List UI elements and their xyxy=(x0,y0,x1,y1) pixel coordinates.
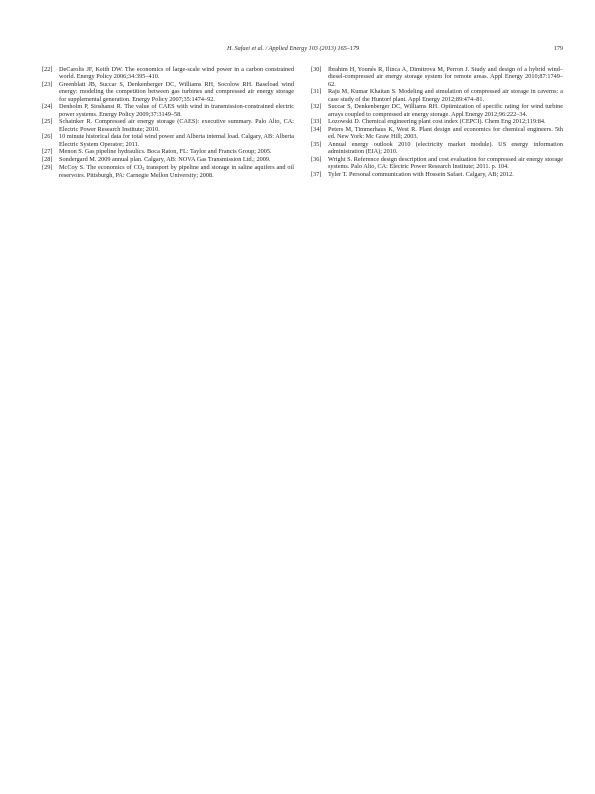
reference-item xyxy=(311,141,563,156)
references-right-column xyxy=(311,66,563,179)
reference-number: [33] xyxy=(311,118,322,126)
reference-item xyxy=(42,133,294,148)
reference-number: [29] xyxy=(42,163,53,171)
reference-text: Tyler T. Personal communication with Hossein Safaei. Calgary, AB; 2012. xyxy=(328,170,514,178)
reference-number: [36] xyxy=(311,155,322,163)
reference-text: DeCarolis JF, Keith DW. The economics of large-scale wind power in a carbon constrained world. Energy Policy 2006;34:395–410. xyxy=(59,66,294,81)
reference-item xyxy=(311,88,563,103)
reference-text: Succar S, Denkenberger DC, Williams RH. Optimization of specific rating for wind turbine arrays coupled to compressed air energy storage. Appl Energy 2012;96:222–34. xyxy=(328,103,563,118)
reference-text: 10 minute historical data for total wind power and Alberta internal load. Calgary, AB: Alberta Electric System Operator; 2011. xyxy=(59,133,294,148)
reference-text: Wright S. Reference design description and cost evaluation for compressed air energy storage systems. Palo Alto, CA: Electric Power Research Institute; 2011. p. 104. xyxy=(328,155,563,171)
reference-item xyxy=(42,164,294,180)
reference-text: Denholm P, Sioshansi R. The value of CAES with wind in transmission-constrained electric power systems. Energy Policy 2009;37:3149–58. xyxy=(59,103,294,118)
reference-item xyxy=(311,156,563,171)
reference-item xyxy=(42,66,294,81)
reference-text: Lozowski D. Chemical engineering plant cost index (CEPCI). Chem Eng 2012;119:84. xyxy=(328,118,546,126)
reference-text-end: transport by pipeline and storage in saline aquifers and oil reservoirs. Pittsburgh, PA: Carnegie Mellon University; 2008. xyxy=(59,163,294,180)
reference-item xyxy=(42,118,294,133)
reference-text: Raju M, Kumar Khaitan S. Modeling and simulation of compressed air storage in caverns: a case study of the Huntorf plant. Appl Energy 2012;89:474–81. xyxy=(328,88,563,103)
reference-item xyxy=(42,148,294,155)
reference-text-start: McCoy S. The economics of CO xyxy=(59,163,143,171)
reference-item xyxy=(311,171,563,178)
reference-number: [34] xyxy=(311,125,322,133)
references-left-column xyxy=(42,66,294,180)
reference-item xyxy=(42,103,294,118)
reference-text: Ibrahim H, Younès R, Ilinca A, Dimitrova M, Perron J. Study and design of a hybrid wind–diesel-compressed air energy storage system for remote areas. Appl Energy 2010;87:1749–62. xyxy=(328,66,563,88)
reference-number: [28] xyxy=(42,155,53,163)
reference-number: [27] xyxy=(42,148,53,156)
reference-number: [30] xyxy=(311,66,322,73)
subscript-two: 2 xyxy=(142,165,145,171)
reference-text: Schainker R. Compressed air energy storage (CAES): executive summary. Palo Alto, CA: Electric Power Research Institute; 2010. xyxy=(59,118,294,133)
reference-number: [23] xyxy=(42,80,53,88)
reference-text: Annual energy outlook 2010 (electricity market module). US energy information administration (EIA); 2010. xyxy=(328,140,563,156)
reference-number: [25] xyxy=(42,118,53,126)
reference-item xyxy=(42,81,294,103)
page-header xyxy=(42,45,563,55)
reference-number: [22] xyxy=(42,66,53,73)
reference-item xyxy=(311,66,563,88)
reference-number: [26] xyxy=(42,133,53,141)
reference-text: Peters M, Timmerhaus K, West R. Plant design and economics for chemical engineers. 5th ed. New York: Mc Graw Hill; 2003. xyxy=(328,125,563,141)
reference-number: [35] xyxy=(311,140,322,148)
reference-number: [32] xyxy=(311,103,322,111)
reference-item xyxy=(311,103,563,118)
reference-number: [31] xyxy=(311,88,322,96)
running-head: H. Safaei et al. / Applied Energy 103 (2013) 165–179 xyxy=(227,45,360,52)
reference-text: Greenblatt JB, Succar S, Denkenberger DC, Williams RH, Socolow RH. Baseload wind energy: modeling the competition between gas turbines and compressed air energy storage for supplemental generation. Energy Policy 2007;35:1474–92. xyxy=(59,80,294,103)
page-number: 179 xyxy=(553,45,563,52)
reference-text: Menon S. Gas pipeline hydraulics. Boca Raton, FL: Taylor and Francis Group; 2005. xyxy=(59,148,272,156)
reference-text: Sondergard M. 2009 annual plan. Calgary, AB: NOVA Gas Transmission Ltd.; 2009. xyxy=(59,155,271,163)
reference-item xyxy=(311,118,563,125)
reference-number: [24] xyxy=(42,103,53,111)
reference-item xyxy=(42,156,294,163)
reference-item xyxy=(311,126,563,141)
reference-number: [37] xyxy=(311,170,322,178)
